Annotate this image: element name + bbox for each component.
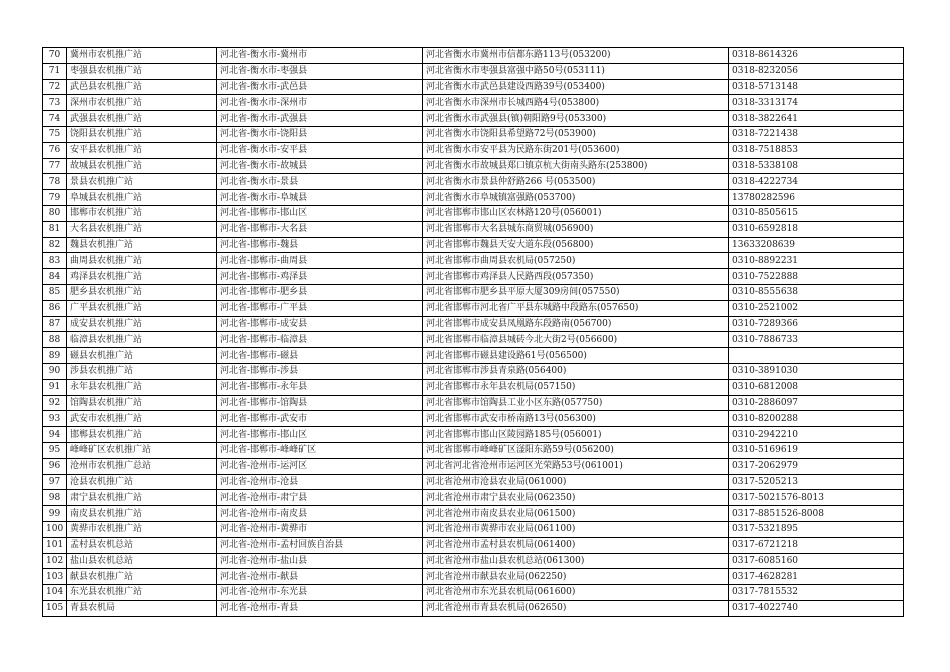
table-row <box>43 95 904 111</box>
row-number-cell: 98 <box>43 490 67 506</box>
region-cell: 河北省-沧州市-东光县 <box>217 585 423 601</box>
address-cell: 河北省邯郸市魏县天安大道东段(056800) <box>423 237 729 253</box>
station-name-cell: 深州市农机推广站 <box>67 95 217 111</box>
address-cell: 河北省衡水市武强县(镇)朝阳路9号(053300) <box>423 111 729 127</box>
station-name-cell: 青县农机局 <box>67 600 217 616</box>
phone-cell: 0318-7221438 <box>729 126 904 142</box>
station-name-cell: 大名县农机推广站 <box>67 221 217 237</box>
station-name-cell: 南皮县农机推广站 <box>67 506 217 522</box>
row-number-cell: 79 <box>43 190 67 206</box>
row-number-cell: 80 <box>43 205 67 221</box>
phone-cell: 0317-4022740 <box>729 600 904 616</box>
phone-cell: 0310-8200288 <box>729 411 904 427</box>
phone-cell: 0310-7522888 <box>729 269 904 285</box>
station-name-cell: 东光县农机推广站 <box>67 585 217 601</box>
address-cell: 河北省衡水市冀州市信都东路113号(053200) <box>423 48 729 64</box>
region-cell: 河北省-衡水市-景县 <box>217 174 423 190</box>
address-cell: 河北省邯郸市邯山区农林路120号(056001) <box>423 205 729 221</box>
address-cell: 河北省沧州市肃宁县农业局(062350) <box>423 490 729 506</box>
phone-cell: 0318-8614326 <box>729 48 904 64</box>
row-number-cell: 90 <box>43 363 67 379</box>
phone-cell: 13780282596 <box>729 190 904 206</box>
address-cell: 河北省邯郸市成安县凤凰路东段路南(056700) <box>423 316 729 332</box>
region-cell: 河北省-衡水市-故城县 <box>217 158 423 174</box>
station-name-cell: 广平县农机推广站 <box>67 300 217 316</box>
table-row <box>43 537 904 553</box>
phone-cell: 0310-7289366 <box>729 316 904 332</box>
region-cell: 河北省-邯郸市-磁县 <box>217 348 423 364</box>
address-cell: 河北省沧州市东光县农机局(061600) <box>423 585 729 601</box>
station-name-cell: 冀州市农机推广站 <box>67 48 217 64</box>
station-name-cell: 盐山县农机总站 <box>67 553 217 569</box>
region-cell: 河北省-邯郸市-肥乡县 <box>217 284 423 300</box>
station-name-cell: 武安市农机推广站 <box>67 411 217 427</box>
station-name-cell: 涉县农机推广站 <box>67 363 217 379</box>
phone-cell: 0318-5338108 <box>729 158 904 174</box>
station-name-cell: 肥乡县农机推广站 <box>67 284 217 300</box>
phone-cell <box>729 348 904 364</box>
address-cell: 河北省邯郸市邯山区陵园路185号(056001) <box>423 427 729 443</box>
phone-cell: 0318-3822641 <box>729 111 904 127</box>
table-row <box>43 585 904 601</box>
table-row <box>43 569 904 585</box>
address-cell: 河北省衡水市武邑县建设西路39号(053400) <box>423 79 729 95</box>
row-number-cell: 100 <box>43 521 67 537</box>
table-row <box>43 205 904 221</box>
address-cell: 河北省邯郸市永年县农机局(057150) <box>423 379 729 395</box>
row-number-cell: 72 <box>43 79 67 95</box>
region-cell: 河北省-邯郸市-魏县 <box>217 237 423 253</box>
region-cell: 河北省-沧州市-黄骅市 <box>217 521 423 537</box>
phone-cell: 0318-7518853 <box>729 142 904 158</box>
table-row <box>43 221 904 237</box>
station-name-cell: 景县农机推广站 <box>67 174 217 190</box>
phone-cell: 0310-8505615 <box>729 205 904 221</box>
row-number-cell: 77 <box>43 158 67 174</box>
phone-cell: 13633208639 <box>729 237 904 253</box>
row-number-cell: 70 <box>43 48 67 64</box>
row-number-cell: 82 <box>43 237 67 253</box>
row-number-cell: 96 <box>43 458 67 474</box>
address-cell: 河北省邯郸市馆陶县工业小区东路(057750) <box>423 395 729 411</box>
address-cell: 河北省邯郸市曲周县农机局(057250) <box>423 253 729 269</box>
row-number-cell: 101 <box>43 537 67 553</box>
region-cell: 河北省-邯郸市-永年县 <box>217 379 423 395</box>
table-row <box>43 395 904 411</box>
table-row <box>43 348 904 364</box>
row-number-cell: 83 <box>43 253 67 269</box>
stations-table <box>42 47 904 617</box>
station-name-cell: 献县农机推广站 <box>67 569 217 585</box>
row-number-cell: 88 <box>43 332 67 348</box>
region-cell: 河北省-邯郸市-成安县 <box>217 316 423 332</box>
row-number-cell: 86 <box>43 300 67 316</box>
stations-table-body <box>43 48 904 617</box>
table-row <box>43 363 904 379</box>
region-cell: 河北省-衡水市-饶阳县 <box>217 126 423 142</box>
row-number-cell: 75 <box>43 126 67 142</box>
table-row <box>43 284 904 300</box>
phone-cell: 0318-8232056 <box>729 63 904 79</box>
table-row <box>43 600 904 616</box>
row-number-cell: 89 <box>43 348 67 364</box>
phone-cell: 0317-7815532 <box>729 585 904 601</box>
region-cell: 河北省-沧州市-孟村回族自治县 <box>217 537 423 553</box>
phone-cell: 0317-4628281 <box>729 569 904 585</box>
row-number-cell: 74 <box>43 111 67 127</box>
row-number-cell: 104 <box>43 585 67 601</box>
table-row <box>43 521 904 537</box>
table-row <box>43 111 904 127</box>
phone-cell: 0317-8851526-8008 <box>729 506 904 522</box>
address-cell: 河北省邯郸市大名县城东商贸城(056900) <box>423 221 729 237</box>
station-name-cell: 邯郸县农机推广站 <box>67 427 217 443</box>
station-name-cell: 黄骅市农机推广站 <box>67 521 217 537</box>
row-number-cell: 102 <box>43 553 67 569</box>
table-row <box>43 126 904 142</box>
row-number-cell: 87 <box>43 316 67 332</box>
region-cell: 河北省-衡水市-阜城县 <box>217 190 423 206</box>
table-row <box>43 506 904 522</box>
address-cell: 河北省衡水市故城县郑口镇京杭大街南头路东(253800) <box>423 158 729 174</box>
phone-cell: 0317-6721218 <box>729 537 904 553</box>
station-name-cell: 安平县农机推广站 <box>67 142 217 158</box>
table-row <box>43 237 904 253</box>
region-cell: 河北省-沧州市-献县 <box>217 569 423 585</box>
region-cell: 河北省-邯郸市-峰峰矿区 <box>217 442 423 458</box>
region-cell: 河北省-沧州市-运河区 <box>217 458 423 474</box>
phone-cell: 0318-5713148 <box>729 79 904 95</box>
table-row <box>43 442 904 458</box>
phone-cell: 0310-8892231 <box>729 253 904 269</box>
row-number-cell: 92 <box>43 395 67 411</box>
address-cell: 河北省邯郸市鸡泽县人民路西段(057350) <box>423 269 729 285</box>
row-number-cell: 93 <box>43 411 67 427</box>
region-cell: 河北省-邯郸市-大名县 <box>217 221 423 237</box>
table-row <box>43 458 904 474</box>
row-number-cell: 95 <box>43 442 67 458</box>
station-name-cell: 曲周县农机推广站 <box>67 253 217 269</box>
phone-cell: 0318-3313174 <box>729 95 904 111</box>
region-cell: 河北省-衡水市-枣强县 <box>217 63 423 79</box>
region-cell: 河北省-邯郸市-广平县 <box>217 300 423 316</box>
phone-cell: 0310-6812008 <box>729 379 904 395</box>
phone-cell: 0310-2521002 <box>729 300 904 316</box>
phone-cell: 0310-3891030 <box>729 363 904 379</box>
table-row <box>43 174 904 190</box>
station-name-cell: 武邑县农机推广站 <box>67 79 217 95</box>
station-name-cell: 馆陶县农机推广站 <box>67 395 217 411</box>
station-name-cell: 磁县农机推广站 <box>67 348 217 364</box>
station-name-cell: 故城县农机推广站 <box>67 158 217 174</box>
address-cell: 河北省沧州市盐山县农机总站(061300) <box>423 553 729 569</box>
station-name-cell: 魏县农机推广站 <box>67 237 217 253</box>
row-number-cell: 76 <box>43 142 67 158</box>
row-number-cell: 97 <box>43 474 67 490</box>
station-name-cell: 临漳县农机推广站 <box>67 332 217 348</box>
region-cell: 河北省-沧州市-青县 <box>217 600 423 616</box>
phone-cell: 0317-6085160 <box>729 553 904 569</box>
region-cell: 河北省-邯郸市-武安市 <box>217 411 423 427</box>
region-cell: 河北省-邯郸市-曲周县 <box>217 253 423 269</box>
address-cell: 河北省衡水市阜城镇富强路(053700) <box>423 190 729 206</box>
address-cell: 河北省衡水市安平县为民路东街201号(053600) <box>423 142 729 158</box>
station-name-cell: 峰峰矿区农机推广站 <box>67 442 217 458</box>
address-cell: 河北省沧州市沧县农业局(061000) <box>423 474 729 490</box>
address-cell: 河北省沧州市黄骅市农业局(061100) <box>423 521 729 537</box>
table-row <box>43 553 904 569</box>
address-cell: 河北省邯郸市河北省广平县东城路中段路东(057650) <box>423 300 729 316</box>
row-number-cell: 85 <box>43 284 67 300</box>
address-cell: 河北省衡水市景县仲舒路266 号(053500) <box>423 174 729 190</box>
phone-cell: 0317-5321895 <box>729 521 904 537</box>
row-number-cell: 71 <box>43 63 67 79</box>
address-cell: 河北省沧州市献县农业局(062250) <box>423 569 729 585</box>
region-cell: 河北省-邯郸市-馆陶县 <box>217 395 423 411</box>
station-name-cell: 肃宁县农机推广站 <box>67 490 217 506</box>
row-number-cell: 81 <box>43 221 67 237</box>
table-row <box>43 490 904 506</box>
address-cell: 河北省沧州市南皮县农业局(061500) <box>423 506 729 522</box>
phone-cell: 0310-7886733 <box>729 332 904 348</box>
region-cell: 河北省-衡水市-安平县 <box>217 142 423 158</box>
table-row <box>43 48 904 64</box>
region-cell: 河北省-邯郸市-鸡泽县 <box>217 269 423 285</box>
row-number-cell: 94 <box>43 427 67 443</box>
table-row <box>43 253 904 269</box>
address-cell: 河北省衡水市枣强县富强中路50号(053111) <box>423 63 729 79</box>
row-number-cell: 78 <box>43 174 67 190</box>
table-row <box>43 142 904 158</box>
station-name-cell: 孟村县农机总站 <box>67 537 217 553</box>
station-name-cell: 邯郸市农机推广站 <box>67 205 217 221</box>
station-name-cell: 沧州市农机推广总站 <box>67 458 217 474</box>
station-name-cell: 成安县农机推广站 <box>67 316 217 332</box>
row-number-cell: 73 <box>43 95 67 111</box>
region-cell: 河北省-沧州市-肃宁县 <box>217 490 423 506</box>
phone-cell: 0317-5021576-8013 <box>729 490 904 506</box>
table-row <box>43 411 904 427</box>
address-cell: 河北省沧州市青县农机局(062650) <box>423 600 729 616</box>
table-row <box>43 300 904 316</box>
table-row <box>43 269 904 285</box>
station-name-cell: 饶阳县农机推广站 <box>67 126 217 142</box>
phone-cell: 0310-8555638 <box>729 284 904 300</box>
region-cell: 河北省-邯郸市-邯山区 <box>217 427 423 443</box>
region-cell: 河北省-邯郸市-临漳县 <box>217 332 423 348</box>
address-cell: 河北省邯郸市磁县建设路61号(056500) <box>423 348 729 364</box>
region-cell: 河北省-沧州市-盐山县 <box>217 553 423 569</box>
address-cell: 河北省邯郸市肥乡县平原大厦309房间(057550) <box>423 284 729 300</box>
row-number-cell: 84 <box>43 269 67 285</box>
phone-cell: 0318-4222734 <box>729 174 904 190</box>
table-row <box>43 190 904 206</box>
address-cell: 河北省衡水市饶阳县希望路72号(053900) <box>423 126 729 142</box>
row-number-cell: 91 <box>43 379 67 395</box>
station-name-cell: 阜城县农机推广站 <box>67 190 217 206</box>
table-row <box>43 63 904 79</box>
phone-cell: 0317-5205213 <box>729 474 904 490</box>
row-number-cell: 103 <box>43 569 67 585</box>
table-row <box>43 158 904 174</box>
station-name-cell: 鸡泽县农机推广站 <box>67 269 217 285</box>
row-number-cell: 99 <box>43 506 67 522</box>
address-cell: 河北省河北省沧州市运河区光荣路53号(061001) <box>423 458 729 474</box>
region-cell: 河北省-沧州市-南皮县 <box>217 506 423 522</box>
row-number-cell: 105 <box>43 600 67 616</box>
table-row <box>43 474 904 490</box>
station-name-cell: 枣强县农机推广站 <box>67 63 217 79</box>
address-cell: 河北省邯郸市临漳县城砖今北大街2号(056600) <box>423 332 729 348</box>
table-row <box>43 427 904 443</box>
region-cell: 河北省-邯郸市-邯山区 <box>217 205 423 221</box>
address-cell: 河北省衡水市深州市长城西路4号(053800) <box>423 95 729 111</box>
table-row <box>43 316 904 332</box>
region-cell: 河北省-衡水市-深州市 <box>217 95 423 111</box>
phone-cell: 0310-2886097 <box>729 395 904 411</box>
address-cell: 河北省邯郸市武安市桥南路13号(056300) <box>423 411 729 427</box>
table-row <box>43 79 904 95</box>
region-cell: 河北省-邯郸市-涉县 <box>217 363 423 379</box>
phone-cell: 0310-5169619 <box>729 442 904 458</box>
region-cell: 河北省-衡水市-武强县 <box>217 111 423 127</box>
table-row <box>43 379 904 395</box>
station-name-cell: 永年县农机推广站 <box>67 379 217 395</box>
station-name-cell: 沧县农机推广站 <box>67 474 217 490</box>
address-cell: 河北省邯郸市涉县青泉路(056400) <box>423 363 729 379</box>
phone-cell: 0310-2942210 <box>729 427 904 443</box>
region-cell: 河北省-沧州市-沧县 <box>217 474 423 490</box>
phone-cell: 0317-2062979 <box>729 458 904 474</box>
station-name-cell: 武强县农机推广站 <box>67 111 217 127</box>
region-cell: 河北省-衡水市-武邑县 <box>217 79 423 95</box>
address-cell: 河北省沧州市孟村县农机局(061400) <box>423 537 729 553</box>
region-cell: 河北省-衡水市-冀州市 <box>217 48 423 64</box>
table-row <box>43 332 904 348</box>
address-cell: 河北省邯郸市峰峰矿区滏阳东路59号(056200) <box>423 442 729 458</box>
phone-cell: 0310-6592818 <box>729 221 904 237</box>
